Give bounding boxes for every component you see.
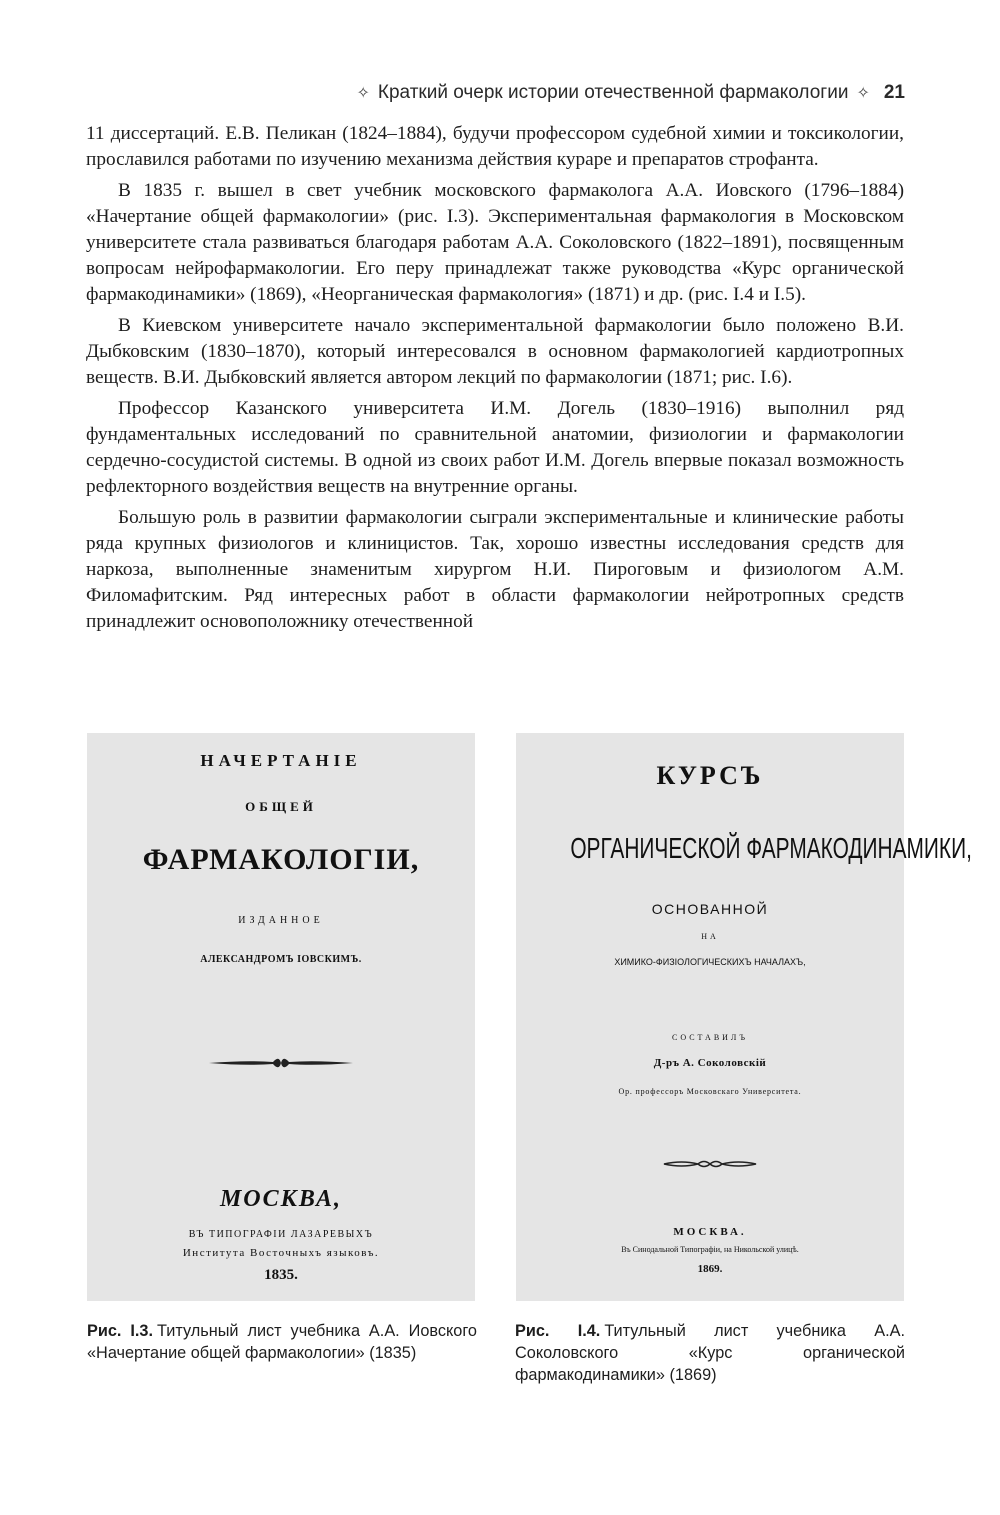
title-line: ИЗДАННОЕ: [238, 915, 324, 926]
ornament-diamond-icon: ✧: [356, 85, 370, 102]
running-header: [349, 82, 906, 104]
title-line: ХИМИКО-ФИЗІОЛОГИЧЕСКИХЪ НАЧАЛАХЪ,: [614, 957, 806, 967]
title-line: НАЧЕРТАНІЕ: [200, 751, 362, 770]
paragraph: Профессор Казанского университета И.М. Догель (1830–1916) выполнил ряд фундаментальных исследований по сравнительной анатомии, физиологии и фармакологии сердечно-сосудистой системы. В одной из своих работ И.М. Догель впервые показал возможность рефлекторного воздействия веществ на внутренние органы.: [86, 398, 904, 497]
ornament-flourish-icon: [662, 1158, 758, 1170]
body-text: [86, 121, 904, 640]
ornament-diamond-icon: ✧: [856, 85, 870, 102]
figure-title-page-sokolovsky: [516, 733, 972, 1301]
paragraph: 11 диссертаций. Е.В. Пеликан (1824–1884), будучи профессором судебной химии и токсикологии, прославился работами по изучению механизма действия кураре и препаратов строфанта.: [86, 123, 904, 170]
figure-caption: [515, 1320, 905, 1386]
title-line: НА: [701, 932, 719, 941]
header-title: Краткий очерк истории отечественной фармакологии: [377, 82, 849, 103]
caption-text: Титульный лист учебника А.А. Соколовского «Курс органической фармакодинамики» (1869): [515, 1322, 905, 1384]
title-line: ФАРМАКОЛОГІИ,: [142, 843, 420, 876]
caption-text: Титульный лист учебника А.А. Иовского «Начертание общей фармакологии» (1835): [87, 1322, 477, 1362]
title-line: СОСТАВИЛЪ: [672, 1033, 748, 1042]
title-line: 1869.: [697, 1263, 723, 1275]
title-line: Въ Синодальной Типографіи, на Никольской улицѣ.: [621, 1245, 799, 1254]
page-number: 21: [883, 82, 905, 103]
title-line: Д-ръ А. Соколовскій: [653, 1057, 767, 1069]
title-line: ОСНОВАННОЙ: [651, 901, 769, 917]
title-line: Института Восточныхъ языковъ.: [182, 1247, 380, 1259]
title-line: ОБЩЕЙ: [245, 799, 317, 814]
caption-label: Рис. I.4.: [515, 1322, 601, 1340]
paragraph: Большую роль в развитии фармакологии сыграли экспериментальные и клинические работы ряда крупных физиологов и клиницистов. Так, хорошо известны исследования средств для наркоза, выполненные знаменитым хирургом Н.И. Пироговым и физиологом А.М. Филомафитским. Ряд интересных работ в области фармакологии нейротропных средств принадлежит основоположнику отечественной: [86, 507, 904, 632]
title-line: МОСКВА,: [219, 1186, 343, 1212]
title-line: Ор. профессоръ Московскаго Университета.: [618, 1087, 802, 1096]
title-line: ВЪ ТИПОГРАФІИ ЛАЗАРЕВЫХЪ: [188, 1229, 374, 1240]
ornament-flourish-icon: [207, 1055, 355, 1071]
title-line: КУРСЪ: [656, 761, 764, 790]
paragraph: В Киевском университете начало экспериментальной фармакологии было положено В.И. Дыбковским (1830–1870), который интересовался в основном фармакологией кардиотропных веществ. В.И. Дыбковский является автором лекций по фармакологии (1871; рис. I.6).: [86, 315, 904, 388]
figure-caption: [87, 1320, 477, 1364]
title-line: 1835.: [264, 1267, 298, 1283]
title-line: МОСКВА.: [673, 1226, 747, 1238]
title-line: АЛЕКСАНДРОМЪ ІОВСКИМЪ.: [200, 954, 362, 965]
figure-title-page-iovsky: [87, 733, 475, 1301]
caption-label: Рис. I.3.: [87, 1322, 153, 1340]
title-line: ОРГАНИЧЕСКОЙ ФАРМАКОДИНАМИКИ,: [570, 833, 972, 865]
paragraph: В 1835 г. вышел в свет учебник московского фармаколога А.А. Иовского (1796–1884) «Начертание общей фармакологии» (рис. I.3). Экспериментальная фармакология в Московском университете стала развиваться благодаря работам А.А. Соколовского (1822–1891), посвященным вопросам нейрофармакологии. Его перу принадлежат также руководства «Курс органической фармакодинамики» (1869), «Неорганическая фармакология» (1871) и др. (рис. I.4 и I.5).: [86, 180, 904, 305]
